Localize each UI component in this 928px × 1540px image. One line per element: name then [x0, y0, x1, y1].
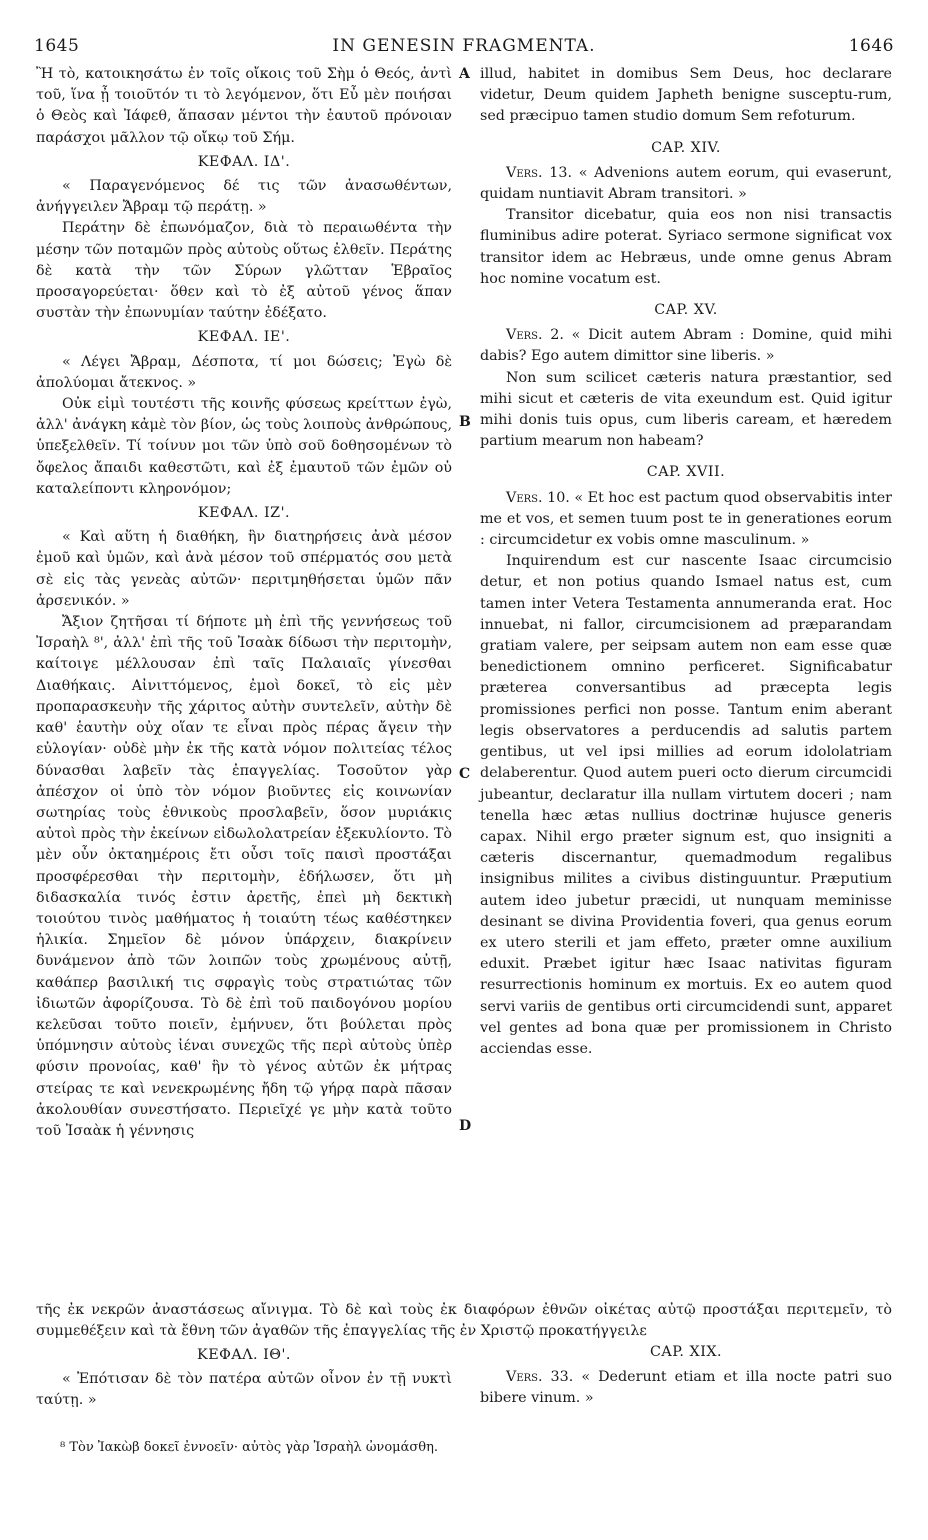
- greek-verse: « Καὶ αὕτη ἡ διαθήκη, ἣν διατηρήσεις ἀνὰ μέσον ἐμοῦ καὶ ὑμῶν, καὶ ἀνὰ μέσον τοῦ σπέρματός σου μετὰ σὲ εἰς τὰς γενεὰς αὐτῶν· περιτμηθήσεται ὑμῶν πᾶν ἀρσενικόν. »: [36, 529, 452, 609]
- greek-verse: « Ἐπότισαν δὲ τὸν πατέρα αὐτῶν οἶνον ἐν τῇ νυκτὶ ταύτῃ. »: [36, 1371, 452, 1409]
- verse-text: « Dicit autem Abram : Domine, quid mihi dabis? Ego autem dimittor sine liberis. »: [480, 327, 892, 365]
- greek-chapter-heading: ΚΕΦΑΛ. ΙΖ'.: [197, 505, 291, 522]
- greek-paragraph: Περάτην δὲ ἐπωνόμαζον, διὰ τὸ περαιωθέντα τὴν μέσην τῶν ποταμῶν πρὸς αὐτοὺς οὕτως ἐλθεῖν. Περάτης δὲ κατὰ τὴν τῶν Σύρων γλῶτταν Ἑβραῖος προσαγορεύεται· ὅθεν καὶ τὸ ἐξ αὐτοῦ γένος ἅπαν συστὰν τὴν ἐπωνυμίαν ταύτην ἐδέξατο.: [36, 220, 452, 322]
- latin-paragraph: Inquirendum est cur nascente Isaac circumcisio detur, et non potius quando Ismael natus est, cum tamen inter Vetera Testamenta annumeranda erat. Hoc innuebat, ni fallor, circumcisionem ad præparandam gratiam valere, per seipsam autem non eam esse quæ benedictionem omnino perficeret. Significabatur præterea conversantibus ad præcepta legis promissiones perfici non posse. Tantum enim aberant legis observatores a perducendis ad salutis partem gentibus, ut vel ipsi millies ad eorum idololatriam delaberentur. Quod autem pueri octo dierum circumcidi jubeantur, declaratur illa nullam virtutem doceri ; nam tenella hæc ætas nullius doctrinæ hujusce generis capax. Nihil ergo præter signum est, quo insigniti a cæteris discernantur, quemadmodum regalibus insignibus milites a civibus distinguuntur. Præputium autem ideo jubetur præcidi, ut nunquam meminisse desinant se divina Providentia foveri, qua genus eorum ex utero sterili et jam effeto, præter omne auxilium eduxit. Præbet igitur hæc Isaac nativitas figuram resurrectionis hominum ex mortuis. Ex eo autem quod servi variis de gentibus orti circumcidendi sunt, apparet vel gentes ad bona quæ per promissionem in Christo acciendas esse.: [480, 553, 892, 1057]
- latin-verse: [480, 488, 892, 552]
- greek-chapter-heading: ΚΕΦΑΛ. ΙΔ'.: [197, 153, 291, 170]
- page-header: [34, 36, 894, 66]
- latin-chapter-heading: CAP. XVII.: [646, 464, 726, 481]
- greek-chapter-heading: ΚΕΦΑΛ. ΙΘ'.: [197, 1347, 291, 1363]
- verse-text: « Et hoc est pactum quod observabitis inter me et vos, et semen tuum post te in generationes eorum : circumcidetur ex vobis omne masculinum. »: [480, 489, 893, 549]
- latin-verse: [480, 325, 892, 367]
- margin-letter-b: B: [459, 414, 471, 430]
- latin-chapter-heading: CAP. XV.: [654, 302, 718, 319]
- latin-chapter-heading: CAP. XIX.: [649, 1344, 723, 1360]
- latin-paragraph: Non sum scilicet cæteris natura præstantior, sed mihi sicut et cæteris de vita exeundum est. Quid igitur mihi donis tuis opus, cum liberis caream, et hæredem partium mearum non habeam?: [480, 369, 892, 450]
- verse-text: « Dederunt etiam et illa nocte patri suo bibere vinum. »: [480, 1369, 893, 1407]
- greek-full-width-line: τῆς ἐκ νεκρῶν ἀναστάσεως αἴνιγμα. Τὸ δὲ καὶ τοὺς ἐκ διαφόρων ἐθνῶν οἰκέτας αὐτῷ προστάξαι περιτεμεῖν, τὸ συμμεθέξειν καὶ τὰ ἔθνη τῶν ἀγαθῶν τῆς ἐπαγγελίας τῆς ἐν Χριστῷ προκατήγγειλε: [36, 1302, 892, 1340]
- verse-ref: Vers. 13.: [506, 164, 572, 181]
- greek-chapter-heading: ΚΕΦΑΛ. ΙΕ'.: [197, 329, 291, 346]
- verse-ref: Vers. 33.: [506, 1369, 574, 1386]
- greek-column-bottom: [36, 1342, 452, 1412]
- verse-text: « Advenions autem eorum, qui evaserunt, quidam nuntiavit Abram transitori. »: [480, 164, 892, 203]
- latin-verse: [480, 1367, 892, 1409]
- latin-paragraph: illud, habitet in domibus Sem Deus, hoc declarare videtur, Deum quidem Japheth benigne susceptu-rum, sed præcipuo tamen studio domum Sem refoturum.: [480, 66, 892, 125]
- greek-column: [36, 64, 452, 1142]
- latin-verse: [480, 163, 892, 205]
- latin-paragraph: Transitor dicebatur, quia eos non nisi transactis fluminibus adire poterat. Syriaco sermone significat vox transitor idem ac Hebræus, unde omne genus Abram hoc nomine vocatum est.: [480, 207, 892, 287]
- greek-paragraph: Ἄξιον ζητῆσαι τί δήποτε μὴ ἐπὶ τῆς γεννήσεως τοῦ Ἰσραὴλ ⁸', ἀλλ' ἐπὶ τῆς τοῦ Ἰσαὰκ δίδωσι τὴν περιτομὴν, καίτοιγε μέλλουσαν ἐπὶ ταῖς Παλαιαῖς γίνεσθαι Διαθήκαις. Αἰνιττόμενος, ἐμοὶ δοκεῖ, τὸ εἰς μὲν προπαρασκευὴν τῆς χάριτος αὐτὴν συντελεῖν, αὐτὴν δὲ καθ' ἑαυτὴν οὐχ οἵαν τε εἶναι πρὸς πέρας ἄγειν τὴν εὐλογίαν· οὐδὲ μὴν ἐκ τῆς κατὰ νόμον πολιτείας τέλος δύνασθαι λαβεῖν τὰς ἐπαγγελίας. Τοσοῦτον γὰρ ἀπέσχον οἱ ὑπὸ τὸν νόμον βιοῦντες εἰς κοινωνίαν σωτηρίας τοὺς ἐθνικοὺς προσλαβεῖν, ὅσον μυριάκις αὐτοὶ πρὸς τὴν ἐκείνων εἰδωλολατρείαν ἐξεκυλίοντο. Τὸ μὲν οὖν ὀκταημέροις ἔτι οὖσι τοῖς παισὶ προστάξαι προσφέρεσθαι τὴν περιτομὴν, ἐδήλωσεν, ὅτι μὴ διδασκαλία τινός ἐστιν ἀρετῆς, ἐπεὶ μὴ δεκτικὴ τοιούτου τινὸς μαθήματος ἡ τοιαύτη τέως καθέστηκεν ἡλικία. Σημεῖον δὲ μόνον ὑπάρχειν, διακρίνειν δυνάμενον ἀπὸ τῶν λοιπῶν τοὺς χρωμένους αὐτῇ, καθάπερ βασιλική τις σφραγὶς τοὺς στρατιώτας τῶν ἰδιωτῶν ἀφορίζουσα. Τὸ δὲ ἐπὶ τοῦ παιδογόνου μορίου κελεῦσαι τοῦτο ποιεῖν, ἐμήνυεν, ὅτι βούλεται πρὸς ὑπόμνησιν αὐτοὺς ἰέναι συνεχῶς τῆς περὶ αὐτοὺς ὑπὲρ φύσιν προνοίας, καθ' ἣν τὸ γένος αὐτῶν ἐκ μήτρας στείρας τε καὶ νενεκρωμένης ἤδη τῷ γήρᾳ παρὰ πᾶσαν ἀκολουθίαν συνεστήσατο. Περιεῖχέ γε μὴν κατὰ τοῦτο τοῦ Ἰσαὰκ ἡ γέννησις: [36, 614, 452, 1139]
- margin-letter-c: C: [459, 766, 471, 782]
- greek-paragraph: Οὐκ εἰμὶ τουτέστι τῆς κοινῆς φύσεως κρείττων ἐγὼ, ἀλλ' ἀνάγκη κἀμὲ τὸν βίον, ὡς τοὺς λοιποὺς ἀνθρώπους, ὑπεξελθεῖν. Τί τοίνυν μοι τῶν ὑπὸ σοῦ δοθησομένων τὸ ὄφελος ἄπαιδι καθεστῶτι, καὶ ἐξ ἐμαυτοῦ τῶν ἐμῶν οὐ καταλείποντι κληρονόμον;: [36, 396, 452, 497]
- margin-letter-a: A: [459, 66, 470, 82]
- page-number-right: 1646: [848, 36, 894, 56]
- latin-column-bottom: [480, 1332, 892, 1410]
- verse-ref: Vers. 2.: [506, 327, 564, 344]
- running-title: IN GENESIN FRAGMENTA.: [332, 36, 596, 56]
- greek-paragraph: Ἢ τὸ, κατοικησάτω ἐν τοῖς οἴκοις τοῦ Σὴμ ὁ Θεός, ἀντὶ τοῦ, ἵνα ᾖ τοιοῦτόν τι τὸ λεγόμενον, ὅτι Εὖ μὲν ποιήσαι ὁ Θεὸς καὶ Ἰάφεθ, ἅπασαν μέντοι τὴν ἑαυτοῦ πρόνοιαν παράσχοι μᾶλλον τῷ οἴκῳ τοῦ Σήμ.: [36, 66, 452, 146]
- verse-ref: Vers. 10.: [506, 489, 570, 506]
- greek-verse: « Λέγει Ἄβραμ, Δέσποτα, τί μοι δώσεις; Ἐγὼ δὲ ἀπολύομαι ἄτεκνος. »: [36, 353, 452, 391]
- latin-column: [480, 64, 892, 1060]
- greek-verse: « Παραγενόμενος δέ τις τῶν ἀνασωθέντων, ἀνήγγειλεν Ἄβραμ τῷ περάτῃ. »: [36, 178, 452, 216]
- margin-letter-d: D: [459, 1118, 472, 1134]
- page-number-left: 1645: [34, 36, 80, 56]
- latin-chapter-heading: CAP. XIV.: [651, 139, 721, 156]
- footnote: ⁸ Τὸν Ἰακὼβ δοκεῖ ἐννοεῖν· αὐτὸς γὰρ Ἰσραὴλ ὠνομάσθη.: [60, 1440, 438, 1455]
